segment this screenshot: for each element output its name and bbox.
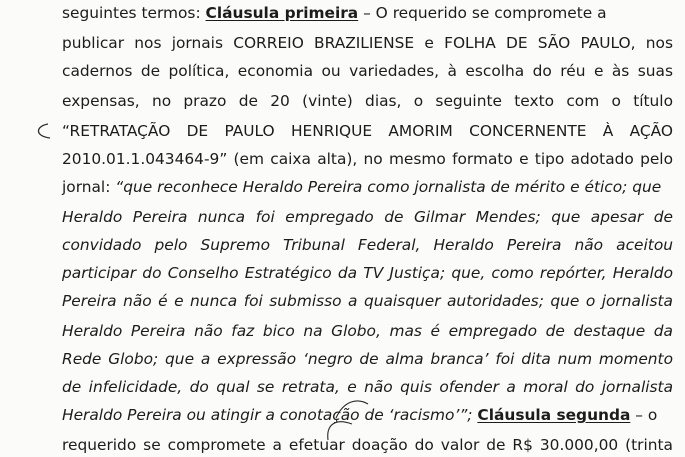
text-line-13 (62, 348, 673, 370)
text-line-3 (62, 60, 673, 82)
text-line-8 (62, 206, 673, 228)
text-line-11 (62, 290, 673, 312)
pen-mark-margin (30, 120, 54, 142)
text-line-14 (62, 376, 673, 398)
text-line-4 (62, 90, 673, 112)
italic-text-segment: Heraldo Pereira nunca foi empregado de Gilmar Mendes; que apesar de (62, 208, 673, 226)
text-segment: expensas, no prazo de 20 (vinte) dias, o seguinte texto com o título (62, 92, 673, 110)
italic-text-segment: Heraldo Pereira não faz bico na Globo, mas é empregado de destaque da (62, 322, 673, 340)
text-segment: – o (630, 406, 658, 424)
italic-text-segment: convidado pelo Supremo Tribunal Federal, Heraldo Pereira não aceitou (62, 236, 673, 254)
clause-heading-first: Cláusula primeira (205, 4, 359, 22)
text-line-9 (62, 234, 673, 256)
text-segment: requerido se compromete a efetuar doação do valor de R$ 30.000,00 (trinta (62, 436, 673, 454)
text-line-1 (62, 2, 673, 24)
italic-text-segment: participar do Conselho Estratégico da TV Justiça; que, como repórter, Heraldo (62, 264, 673, 282)
text-segment: cadernos de política, economia ou variedades, à escolha do réu e às suas (62, 62, 673, 80)
text-line-16 (62, 434, 673, 456)
text-segment: publicar nos jornais CORREIO BRAZILIENSE e FOLHA DE SÃO PAULO, nos (62, 34, 673, 52)
italic-text-segment: Heraldo Pereira ou atingir a conotação de ‘racismo’”; (62, 406, 473, 424)
italic-text-segment: de infelicidade, do qual se retrata, e não quis ofender a moral do jornalista (62, 378, 673, 396)
text-line-7 (62, 176, 673, 198)
text-line-12 (62, 320, 673, 342)
text-segment: “RETRATAÇÃO DE PAULO HENRIQUE AMORIM CONCERNENTE À AÇÃO (62, 122, 673, 140)
text-line-5 (62, 120, 673, 142)
text-segment: jornal: (62, 178, 116, 196)
text-segment: seguintes termos: (62, 4, 206, 22)
clause-heading-second: Cláusula segunda (477, 406, 631, 424)
italic-text-segment: Pereira não é e nunca foi submisso a quaisquer autoridades; que o jornalista (62, 292, 673, 310)
pen-mark-doacao (322, 414, 362, 444)
text-line-10 (62, 262, 673, 284)
italic-text-segment: “que reconhece Heraldo Pereira como jornalista de mérito e ético; que (115, 178, 662, 196)
text-segment: – O requerido se compromete a (358, 4, 607, 22)
text-line-6 (62, 148, 673, 170)
text-line-2 (62, 32, 673, 54)
text-segment: 2010.01.1.043464-9” (em caixa alta), no mesmo formato e tipo adotado pelo (62, 150, 673, 168)
italic-text-segment: Rede Globo; que a expressão ‘negro de alma branca’ foi dita num momento (62, 350, 673, 368)
